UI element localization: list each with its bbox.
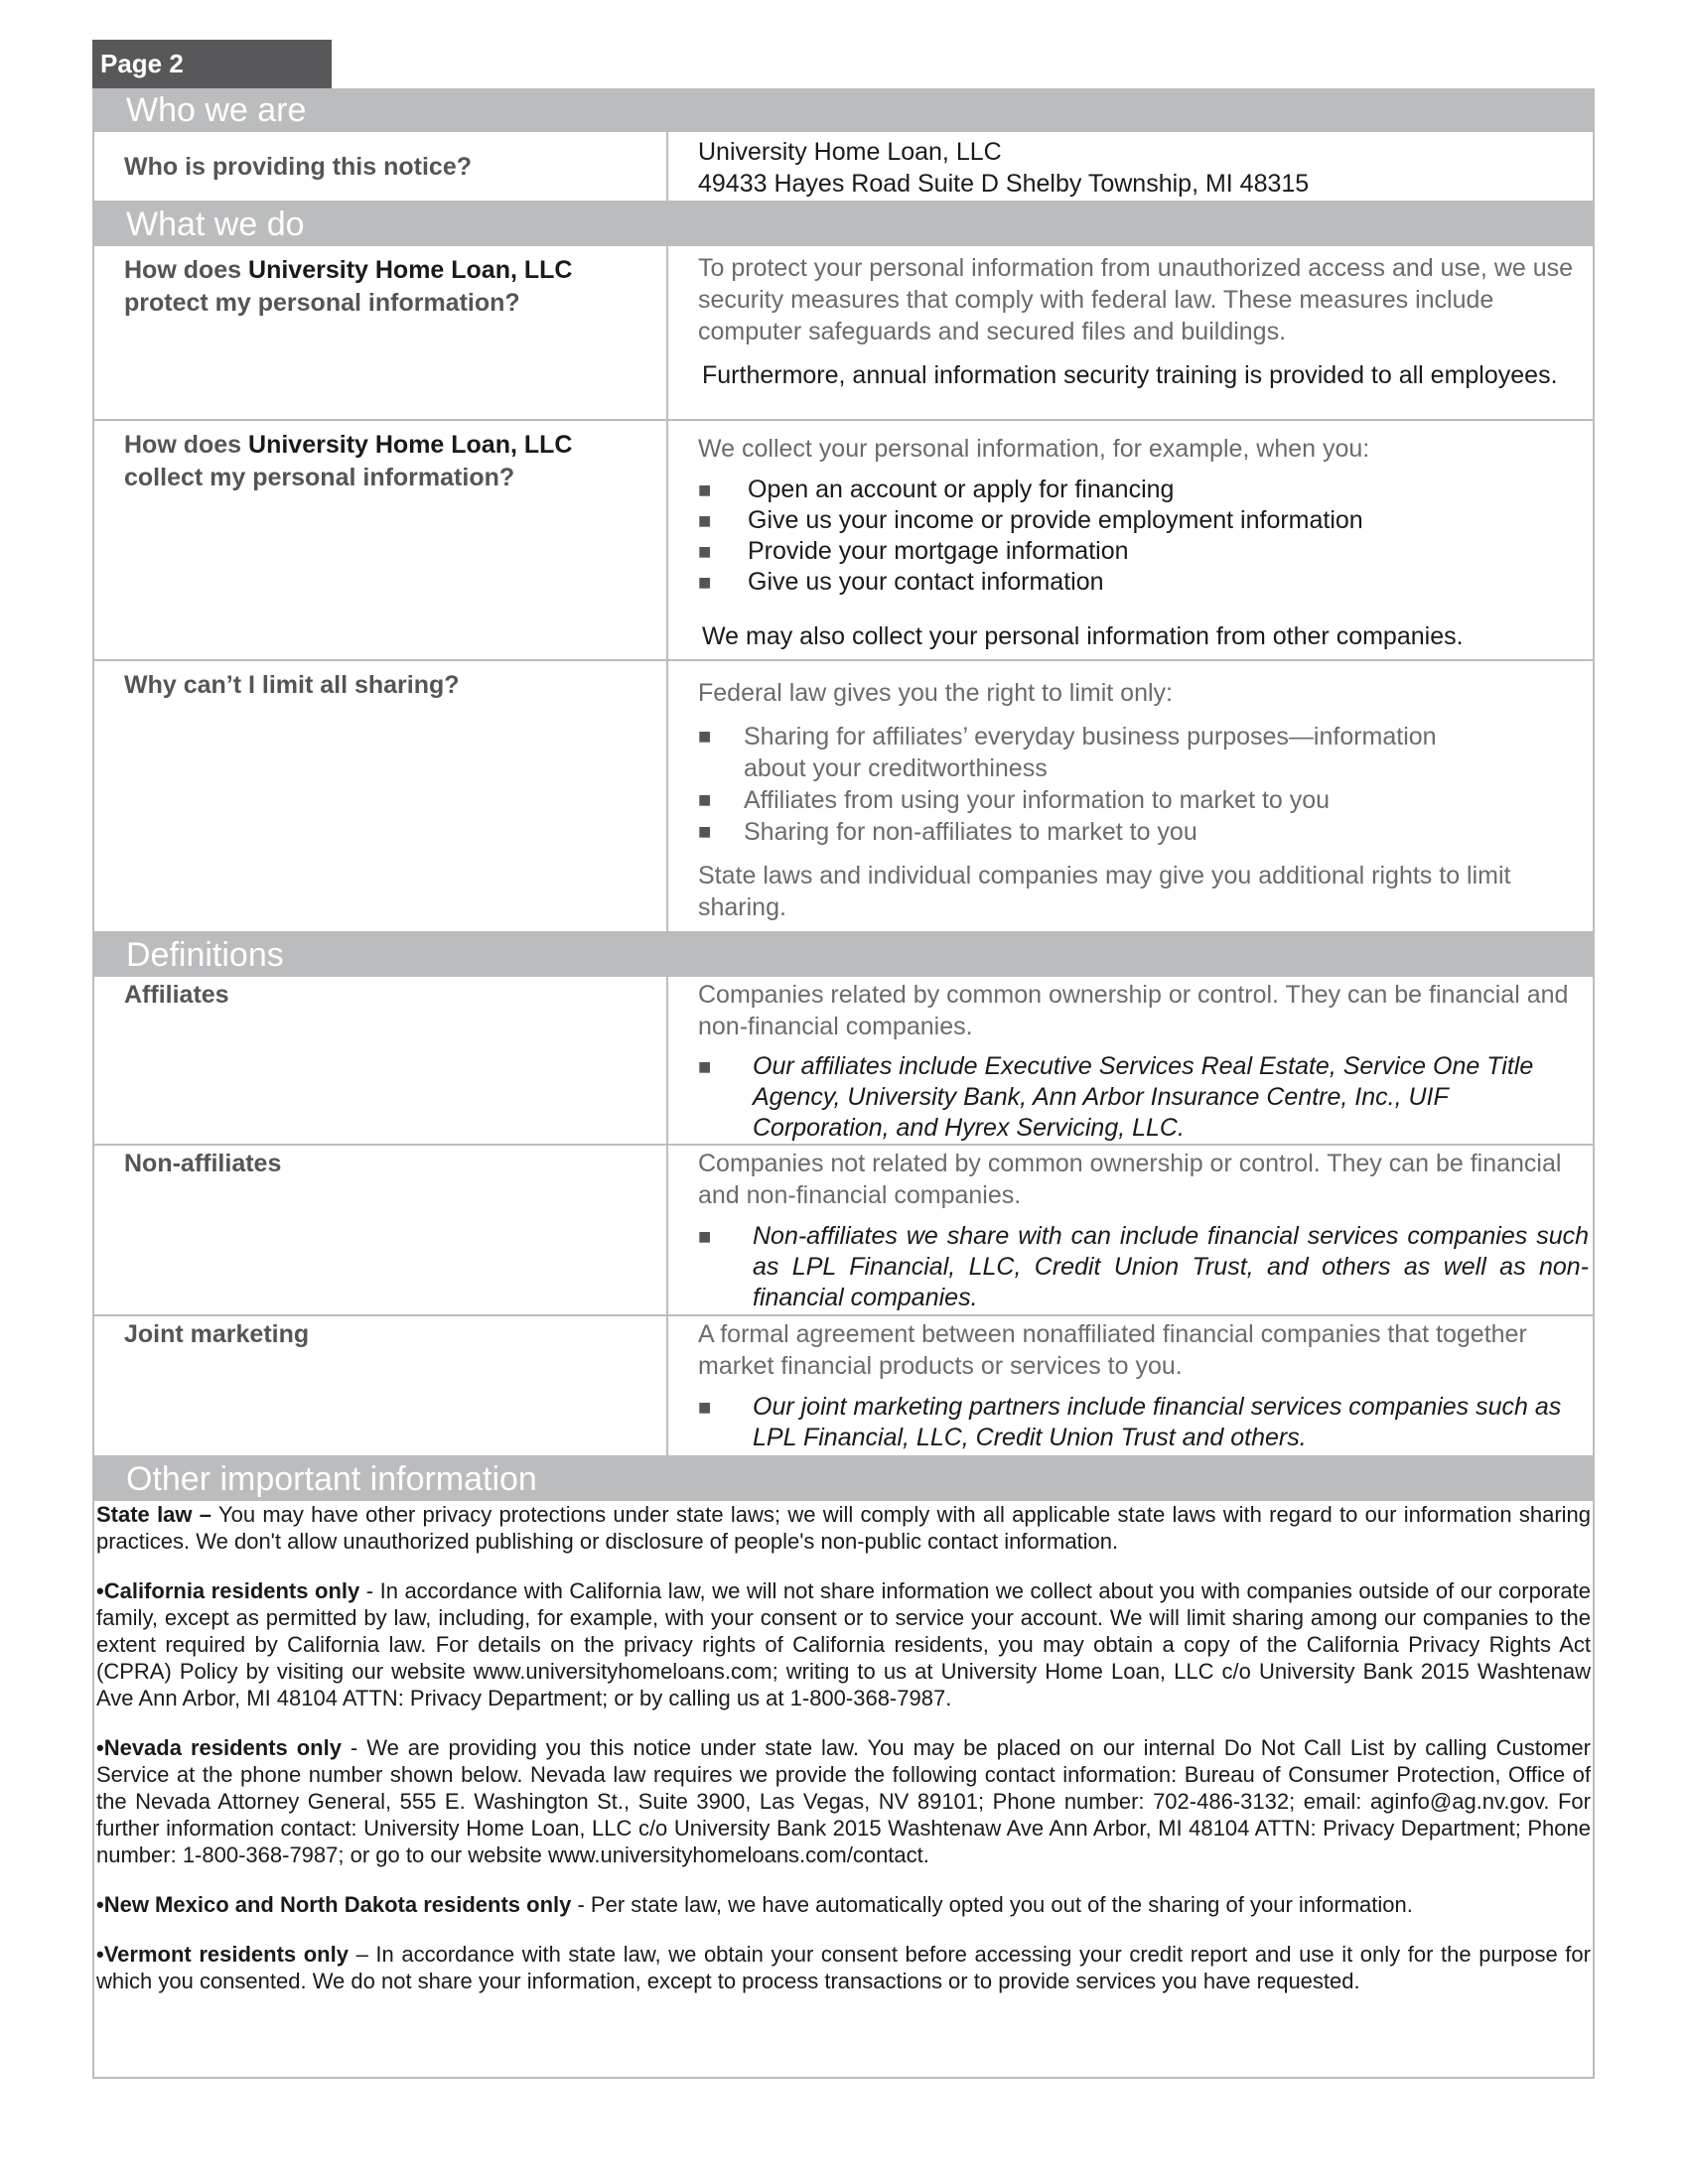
question-company: University Home Loan, LLC	[248, 431, 573, 459]
page-label: Page 2	[92, 40, 332, 88]
definition-joint-marketing	[668, 1316, 1593, 1455]
collect-outro: We may also collect your personal information from other companies.	[702, 622, 1464, 650]
row-protect	[92, 246, 1595, 421]
section-heading-who-we-are: Who we are	[92, 88, 1595, 132]
protect-training-text: Furthermore, annual information security training is provided to all employees.	[702, 361, 1558, 389]
row-joint-marketing	[92, 1316, 1595, 1457]
section-heading-definitions: Definitions	[92, 933, 1595, 977]
section-heading-what-we-do: What we do	[92, 203, 1595, 246]
nevada-label: •Nevada residents only	[96, 1735, 342, 1760]
list-item	[698, 816, 1589, 848]
list-item-text: Open an account or apply for financing	[748, 476, 1175, 503]
definition-text: Companies not related by common ownership or control. They can be financial and non-financial companies.	[698, 1150, 1562, 1209]
vermont-paragraph	[96, 1941, 1591, 1994]
question-text: Who is providing this notice?	[124, 153, 472, 181]
other-info-body	[92, 1501, 1595, 2079]
term-text: Joint marketing	[124, 1320, 310, 1348]
square-bullet-icon: ■	[698, 787, 712, 812]
protect-answer-text: To protect your personal information from unauthorized access and use, we use security measures that comply with federal law. These measures include computer safeguards and secured files and buildings.	[698, 254, 1574, 345]
list-item-text: Affiliates from using your information to market to you	[744, 786, 1331, 814]
vermont-text: – In accordance with state law, we obtain your consent before accessing your credit report and use it only for the purpose for which you consented. We do not share your information, except to process transactions or to provide services you have requested.	[96, 1942, 1591, 1993]
definition-text: A formal agreement between nonaffiliated financial companies that together market financial products or services to you.	[698, 1320, 1527, 1380]
california-label: •California residents only	[96, 1578, 360, 1603]
list-item	[698, 1221, 1589, 1313]
section-heading-other-info: Other important information	[92, 1457, 1595, 1501]
privacy-notice	[92, 88, 1595, 2079]
list-item	[698, 536, 1589, 567]
limit-intro: Federal law gives you the right to limit only:	[698, 679, 1173, 707]
nm-nd-paragraph	[96, 1891, 1591, 1918]
nm-nd-text: - Per state law, we have automatically opted you out of the sharing of your information.	[571, 1892, 1413, 1917]
row-collect	[92, 421, 1595, 661]
list-item	[698, 1392, 1589, 1453]
list-item-text: Give us your contact information	[748, 568, 1104, 596]
question-who-provides	[94, 132, 668, 201]
term-joint-marketing	[94, 1316, 668, 1455]
square-bullet-icon: ■	[698, 724, 712, 749]
answer-limit-sharing	[668, 661, 1593, 931]
question-suffix: protect my personal information?	[124, 289, 520, 317]
question-limit-sharing	[94, 661, 668, 931]
question-suffix: collect my personal information?	[124, 464, 515, 491]
row-who-provides	[92, 132, 1595, 203]
question-prefix: How does	[124, 256, 242, 284]
california-text: - In accordance with California law, we will not share information we collect about you with companies outside of our corporate family, except as permitted by law, including, for example, with your consent or to service your account. We will limit sharing among our companies to the extent required by California law. For details on the privacy rights of California residents, you may obtain a copy of the California Privacy Rights Act (CPRA) Policy by visiting our website www.universityhomeloans.com; writing to us at University Home Loan, LLC c/o University Bank 2015 Washtenaw Ave Ann Arbor, MI 48104 ATTN: Privacy Department; or by calling us at 1-800-368-7987.	[96, 1578, 1591, 1710]
nm-nd-label: •New Mexico and North Dakota residents only	[96, 1892, 572, 1917]
question-text: Why can’t I limit all sharing?	[124, 671, 460, 699]
list-item	[698, 475, 1589, 505]
joint-note-list	[698, 1392, 1589, 1453]
question-prefix: How does	[124, 431, 242, 459]
question-protect	[94, 246, 668, 419]
square-bullet-icon: ■	[698, 1054, 712, 1079]
square-bullet-icon: ■	[698, 1224, 712, 1249]
question-company: University Home Loan, LLC	[248, 256, 573, 284]
nevada-paragraph	[96, 1734, 1591, 1868]
row-affiliates	[92, 977, 1595, 1146]
list-item	[698, 721, 1589, 784]
vermont-label: •Vermont residents only	[96, 1942, 349, 1967]
list-item-text: Give us your income or provide employment information	[748, 506, 1363, 534]
list-item-text: Our joint marketing partners include financial services companies such as LPL Financial, LLC, Credit Union Trust and others.	[753, 1393, 1562, 1451]
term-affiliates	[94, 977, 668, 1144]
state-law-text: You may have other privacy protections under state laws; we will comply with all applicable state laws with regard to our information sharing practices. We don't allow unauthorized publishing or disclosure of people's non-public contact information.	[96, 1502, 1591, 1554]
term-text: Affiliates	[124, 981, 229, 1009]
term-text: Non-affiliates	[124, 1150, 282, 1177]
provider-address: 49433 Hayes Road Suite D Shelby Township, MI 48315	[698, 170, 1310, 198]
definition-non-affiliates	[668, 1146, 1593, 1314]
square-bullet-icon: ■	[698, 1395, 712, 1420]
answer-protect	[668, 246, 1593, 419]
list-item-text: Our affiliates include Executive Services Real Estate, Service One Title Agency, University Bank, Ann Arbor Insurance Centre, Inc., UIF Corporation, and Hyrex Servicing, LLC.	[753, 1052, 1534, 1142]
definition-text: Companies related by common ownership or control. They can be financial and non-financial companies.	[698, 981, 1569, 1040]
california-paragraph	[96, 1577, 1591, 1711]
list-item	[698, 784, 1589, 816]
answer-who-provides	[668, 132, 1593, 201]
collect-list	[698, 475, 1589, 598]
square-bullet-icon: ■	[698, 539, 712, 564]
square-bullet-icon: ■	[698, 819, 712, 844]
state-law-label: State law –	[96, 1502, 212, 1527]
non-affiliates-note-list	[698, 1221, 1589, 1313]
square-bullet-icon: ■	[698, 570, 712, 595]
list-item-text: Sharing for affiliates’ everyday business purposes—information about your creditworthiness	[744, 723, 1437, 782]
nevada-text: - We are providing you this notice under state law. You may be placed on our internal Do Not Call List by calling Customer Service at the phone number shown below. Nevada law requires we provide the following contact information: Bureau of Consumer Protection, Office of the Nevada Attorney General, 555 E. Washington St., Suite 3900, Las Vegas, NV 89101; Phone number: 702-486-3132; email: aginfo@ag.nv.gov. For further information contact: University Home Loan, LLC c/o University Bank 2015 Washtenaw Ave Ann Arbor, MI 48104 ATTN: Privacy Department; Phone number: 1-800-368-7987; or go to our website www.universityhomeloans.com/contact.	[96, 1735, 1591, 1867]
square-bullet-icon: ■	[698, 508, 712, 533]
collect-intro: We collect your personal information, for example, when you:	[698, 435, 1370, 463]
definition-affiliates	[668, 977, 1593, 1144]
row-non-affiliates	[92, 1146, 1595, 1316]
list-item	[698, 505, 1589, 536]
list-item-text: Sharing for non-affiliates to market to you	[744, 818, 1197, 846]
affiliates-note-list	[698, 1051, 1589, 1144]
list-item	[698, 567, 1589, 598]
state-law-paragraph	[96, 1501, 1591, 1555]
list-item	[698, 1051, 1589, 1144]
list-item-text: Provide your mortgage information	[748, 537, 1129, 565]
limit-outro: State laws and individual companies may give you additional rights to limit sharing.	[698, 862, 1511, 921]
term-non-affiliates	[94, 1146, 668, 1314]
provider-name: University Home Loan, LLC	[698, 138, 1002, 166]
question-collect	[94, 421, 668, 659]
answer-collect	[668, 421, 1593, 659]
row-limit-sharing	[92, 661, 1595, 933]
limit-list	[698, 721, 1589, 848]
list-item-text: Non-affiliates we share with can include financial services companies such as LPL Financial, LLC, Credit Union Trust, and others as well as non-financial companies.	[753, 1222, 1589, 1311]
square-bullet-icon: ■	[698, 478, 712, 502]
